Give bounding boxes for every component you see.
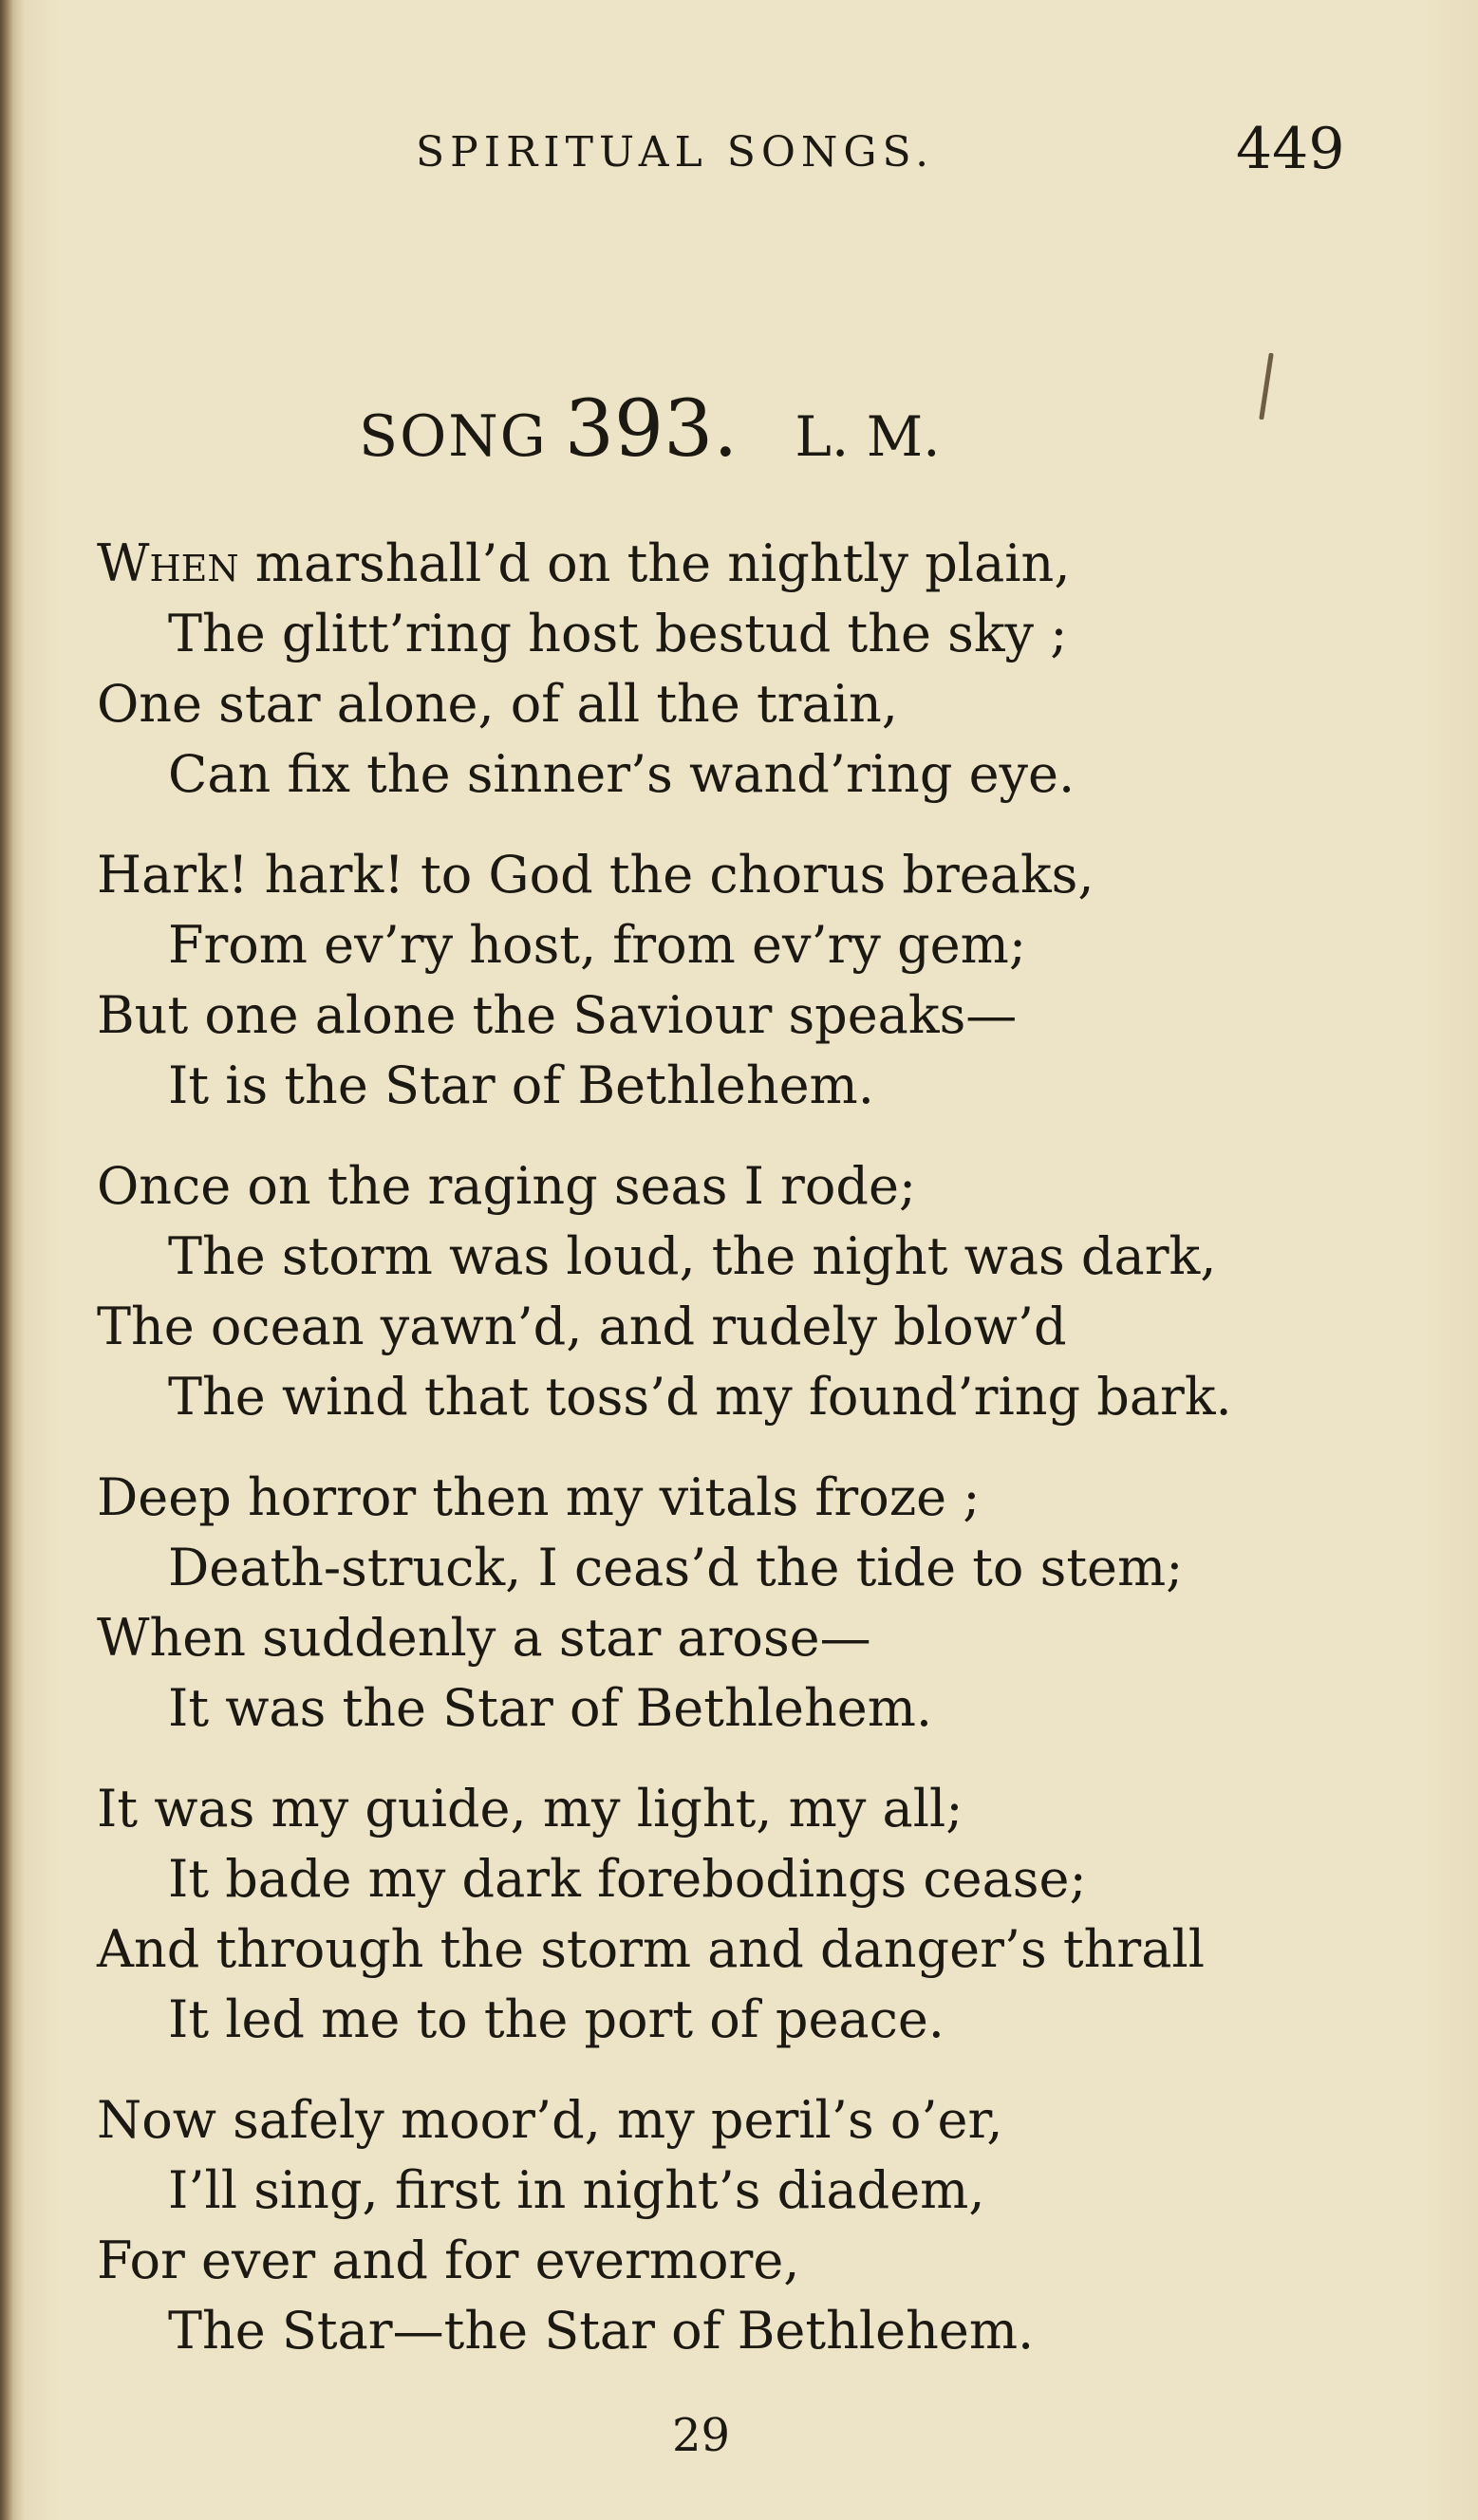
verse-line: Deep horror then my vitals froze ; bbox=[97, 1467, 981, 1527]
song-meter: L. M. bbox=[795, 404, 941, 469]
verse-line: It led me to the port of peace. bbox=[168, 1989, 945, 2049]
verse-line: It was my guide, my light, my all; bbox=[97, 1779, 964, 1839]
song-number: 393. bbox=[564, 384, 739, 475]
opening-word: When bbox=[97, 533, 239, 593]
verse-line: Once on the raging seas I rode; bbox=[97, 1156, 917, 1216]
verse-line: Hark! hark! to God the chorus breaks, bbox=[97, 845, 1094, 905]
opening-line-text: marshall’d on the nightly plain, bbox=[238, 533, 1071, 593]
verse-line: Can fix the sinner’s wand’ring eye. bbox=[168, 744, 1076, 804]
verse-line: The wind that toss’d my found’ring bark. bbox=[168, 1367, 1232, 1427]
verse-line: One star alone, of all the train, bbox=[97, 674, 898, 734]
verse-line bbox=[97, 529, 1454, 599]
verse-line: For ever and for evermore, bbox=[97, 2231, 800, 2290]
verse-line: It was the Star of Bethlehem. bbox=[168, 1678, 933, 1738]
song-label: SONG bbox=[359, 403, 548, 470]
verse-line: The Star—the Star of Bethlehem. bbox=[168, 2301, 1035, 2361]
verse-line: And through the storm and danger’s thrall bbox=[97, 1919, 1205, 1979]
verse-line: The storm was loud, the night was dark, bbox=[168, 1226, 1217, 1286]
stanza-3 bbox=[97, 1151, 1454, 1432]
verse-line: Death-struck, I ceas’d the tide to stem; bbox=[168, 1538, 1184, 1597]
verse-line: It bade my dark forebodings cease; bbox=[168, 1849, 1087, 1909]
stanza-4 bbox=[97, 1463, 1454, 1744]
running-head: SPIRITUAL SONGS. bbox=[416, 128, 935, 177]
verse-line: The glitt’ring host bestud the sky ; bbox=[168, 604, 1068, 663]
stanza-1 bbox=[97, 529, 1454, 810]
verse-line: I’ll sing, first in night’s diadem, bbox=[168, 2160, 985, 2220]
verse-line: The ocean yawn’d, and rudely blow’d bbox=[97, 1297, 1067, 1356]
pencil-mark-icon bbox=[1259, 353, 1274, 420]
verse-line: It is the Star of Bethlehem. bbox=[168, 1055, 874, 1115]
verse-line: From ev’ry host, from ev’ry gem; bbox=[168, 915, 1027, 975]
verse-line: Now safely moor’d, my peril’s o’er, bbox=[97, 2090, 1003, 2150]
verse-line: But one alone the Saviour speaks— bbox=[97, 985, 1018, 1045]
song-verses bbox=[97, 529, 1454, 2397]
stanza-6 bbox=[97, 2085, 1454, 2366]
signature-mark: 29 bbox=[672, 2409, 731, 2462]
verse-line: When suddenly a star arose— bbox=[97, 1608, 871, 1668]
song-heading bbox=[359, 384, 941, 475]
stanza-5 bbox=[97, 1774, 1454, 2055]
stanza-2 bbox=[97, 840, 1454, 1121]
page-number: 449 bbox=[1236, 116, 1345, 182]
